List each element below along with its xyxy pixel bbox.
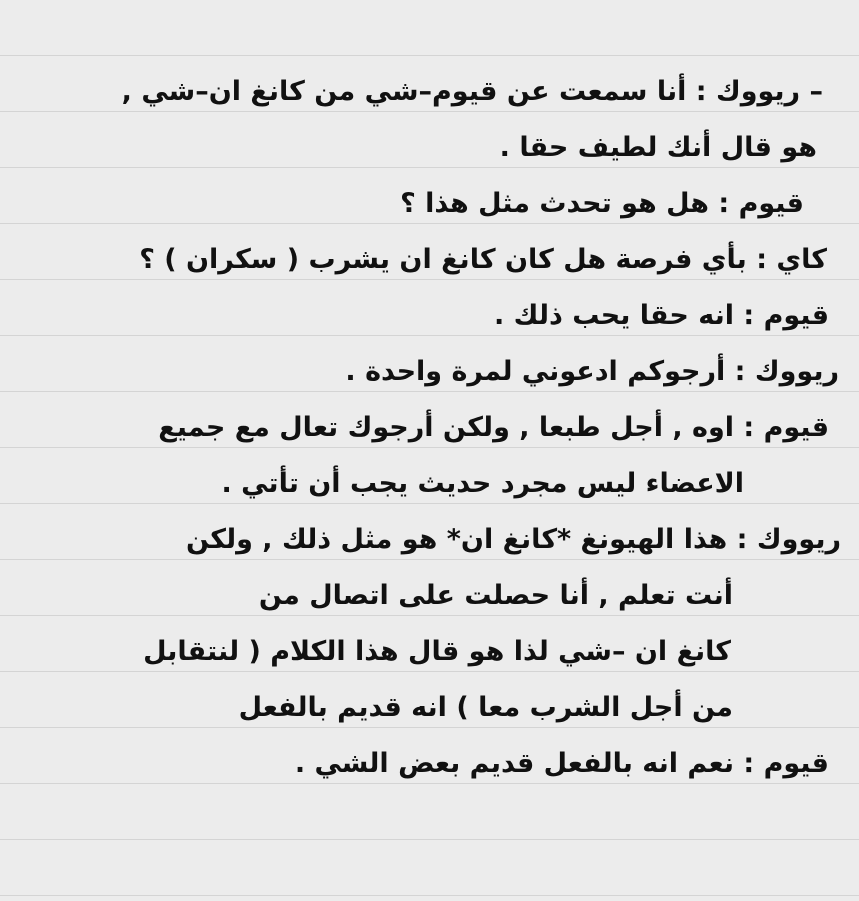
dialogue-line-7: قيوم : اوه , أجل طبعا , ولكن أرجوك تعال مع جميع: [158, 412, 829, 443]
dialogue-line-11: كانغ ان –شي لذا هو قال هذا الكلام ( لنتقابل: [143, 636, 731, 667]
dialogue-line-6: ريووك : أرجوكم ادعوني لمرة واحدة .: [345, 356, 839, 387]
dialogue-line-10: أنت تعلم , أنا حصلت على اتصال من: [258, 580, 733, 611]
dialogue-line-9: ريووك : هذا الهيونغ *كانغ ان* هو مثل ذلك , ولكن: [185, 524, 841, 555]
dialogue-line-1: – ريووك : أنا سمعت عن قيوم–شي من كانغ ان–شي ,: [121, 76, 823, 107]
dialogue-line-13: قيوم : نعم انه بالفعل قديم بعض الشي .: [294, 748, 829, 779]
dialogue-line-5: قيوم : انه حقا يحب ذلك .: [494, 300, 829, 331]
dialogue-line-8: الاعضاء ليس مجرد حديث يجب أن تأتي .: [221, 468, 744, 499]
dialogue-line-3: قيوم : هل هو تحدث مثل هذا ؟: [400, 188, 804, 219]
dialogue-line-2: هو قال أنك لطيف حقا .: [499, 132, 817, 163]
dialogue-line-4: كاي : بأي فرصة هل كان كانغ ان يشرب ( سكران ) ؟: [139, 244, 827, 275]
dialogue-line-12: من أجل الشرب معا ) انه قديم بالفعل: [238, 692, 733, 723]
